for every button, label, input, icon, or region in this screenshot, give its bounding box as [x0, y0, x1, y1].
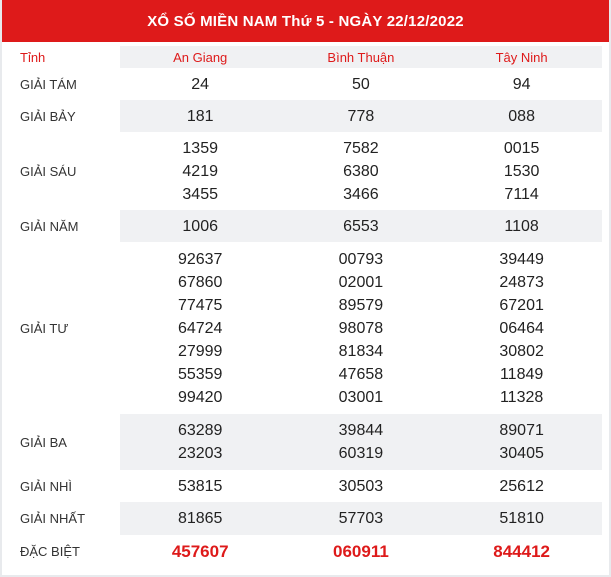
province-tay-ninh[interactable]: Tây Ninh — [441, 46, 602, 68]
prize-number: 53815 — [177, 477, 223, 495]
prize-row-giai-nhi — [8, 470, 602, 502]
prize-cell — [281, 242, 442, 414]
prize-cell — [441, 470, 602, 502]
prize-cell — [441, 502, 602, 535]
prize-number: 99420 — [177, 388, 223, 406]
prize-label: GIẢI TÁM — [20, 76, 77, 92]
prize-number: 778 — [347, 107, 375, 125]
prize-number: 1359 — [182, 139, 218, 157]
prize-number: 50 — [352, 75, 370, 93]
prize-cell — [281, 132, 442, 210]
prize-row-giai-tu — [8, 242, 602, 414]
prize-cell — [441, 68, 602, 100]
prize-cell — [120, 210, 281, 242]
prize-number: 30802 — [499, 342, 544, 360]
prize-label: GIẢI SÁU — [20, 163, 77, 179]
prize-cell — [281, 470, 442, 502]
prize-cell — [120, 100, 281, 132]
prize-number: 1530 — [503, 162, 540, 180]
prize-number: 11849 — [499, 365, 544, 383]
prize-number: 24873 — [499, 273, 544, 291]
prize-number: 67201 — [499, 296, 544, 314]
prize-number: 57703 — [338, 510, 384, 527]
prize-number: 64724 — [177, 319, 223, 337]
prize-number: 7582 — [343, 139, 379, 157]
prize-number: 94 — [512, 75, 531, 93]
table-header-row — [8, 46, 602, 68]
prize-row-giai-nam — [8, 210, 602, 242]
prize-number: 1108 — [504, 217, 539, 235]
prize-number: 3466 — [343, 185, 379, 203]
prize-number: 1006 — [182, 217, 218, 235]
prize-cell — [441, 210, 602, 242]
page-title: XỔ SỐ MIỀN NAM Thứ 5 - NGÀY 22/12/2022 — [2, 0, 609, 42]
special-prize-cell — [281, 535, 442, 567]
prize-number: 51810 — [499, 510, 544, 527]
prize-cell — [281, 502, 442, 535]
prize-cell — [120, 502, 281, 535]
prize-number: 77475 — [177, 296, 223, 314]
special-prize-number: 844412 — [493, 541, 550, 561]
prize-number: 6380 — [343, 162, 379, 180]
special-prize-number: 457607 — [171, 541, 229, 561]
prize-number: 24 — [191, 75, 210, 93]
province-column-label: Tỉnh — [20, 49, 46, 65]
prize-cell — [441, 414, 602, 470]
prize-number: 81834 — [338, 342, 384, 360]
prize-number: 25612 — [499, 477, 544, 495]
prize-number: 06464 — [499, 319, 544, 337]
prize-number: 0015 — [503, 139, 540, 157]
prize-cell — [281, 100, 442, 132]
prize-number: 39449 — [499, 250, 544, 268]
prize-number: 60319 — [338, 445, 384, 462]
prize-cell — [281, 414, 442, 470]
special-prize-cell — [441, 535, 602, 567]
prize-number: 23203 — [177, 445, 223, 462]
prize-number: 89071 — [499, 422, 544, 439]
prize-number: 27999 — [177, 342, 223, 360]
province-binh-thuan[interactable]: Bình Thuận — [281, 46, 442, 68]
prize-number: 55359 — [177, 365, 223, 383]
prize-label: GIẢI BẢY — [20, 108, 76, 124]
results-table — [8, 46, 602, 567]
prize-number: 4219 — [182, 162, 218, 180]
prize-number: 02001 — [338, 273, 384, 291]
prize-number: 89579 — [338, 296, 384, 314]
prize-number: 30405 — [499, 445, 544, 462]
prize-number: 11328 — [499, 388, 544, 406]
prize-cell — [441, 132, 602, 210]
prize-label: ĐẶC BIỆT — [20, 543, 80, 559]
prize-label: GIẢI BA — [20, 434, 67, 450]
prize-number: 81865 — [177, 510, 223, 527]
prize-number: 63289 — [177, 422, 223, 439]
prize-label: GIẢI NĂM — [20, 218, 79, 234]
prize-row-giai-bay — [8, 100, 602, 132]
prize-number: 92637 — [177, 250, 223, 268]
prize-cell — [441, 242, 602, 414]
special-prize-cell — [120, 535, 281, 567]
prize-number: 39844 — [338, 422, 384, 439]
prize-cell — [120, 68, 281, 100]
prize-number: 03001 — [338, 388, 384, 406]
prize-number: 088 — [508, 107, 535, 125]
prize-row-giai-nhat — [8, 502, 602, 535]
prize-number: 6553 — [343, 217, 379, 235]
prize-number: 3455 — [182, 185, 218, 203]
prize-cell — [281, 68, 442, 100]
prize-label: GIẢI TƯ — [20, 320, 69, 336]
prize-number: 7114 — [504, 185, 539, 203]
prize-cell — [120, 470, 281, 502]
prize-cell — [281, 210, 442, 242]
prize-number: 00793 — [338, 250, 384, 268]
prize-cell — [120, 132, 281, 210]
prize-number: 98078 — [338, 319, 384, 337]
prize-cell — [120, 242, 281, 414]
prize-row-giai-ba — [8, 414, 602, 470]
prize-number: 47658 — [338, 365, 384, 383]
prize-number: 30503 — [338, 477, 384, 495]
prize-number: 181 — [186, 107, 214, 125]
prize-row-giai-sau — [8, 132, 602, 210]
prize-cell — [441, 100, 602, 132]
province-an-giang[interactable]: An Giang — [120, 46, 281, 68]
prize-label: GIẢI NHẤT — [20, 511, 86, 526]
prize-cell — [120, 414, 281, 470]
prize-label: GIẢI NHÌ — [20, 478, 73, 494]
prize-row-giai-tam — [8, 68, 602, 100]
prize-number: 67860 — [177, 273, 223, 291]
prize-row-dac-biet — [8, 535, 602, 567]
special-prize-number: 060911 — [333, 541, 389, 561]
